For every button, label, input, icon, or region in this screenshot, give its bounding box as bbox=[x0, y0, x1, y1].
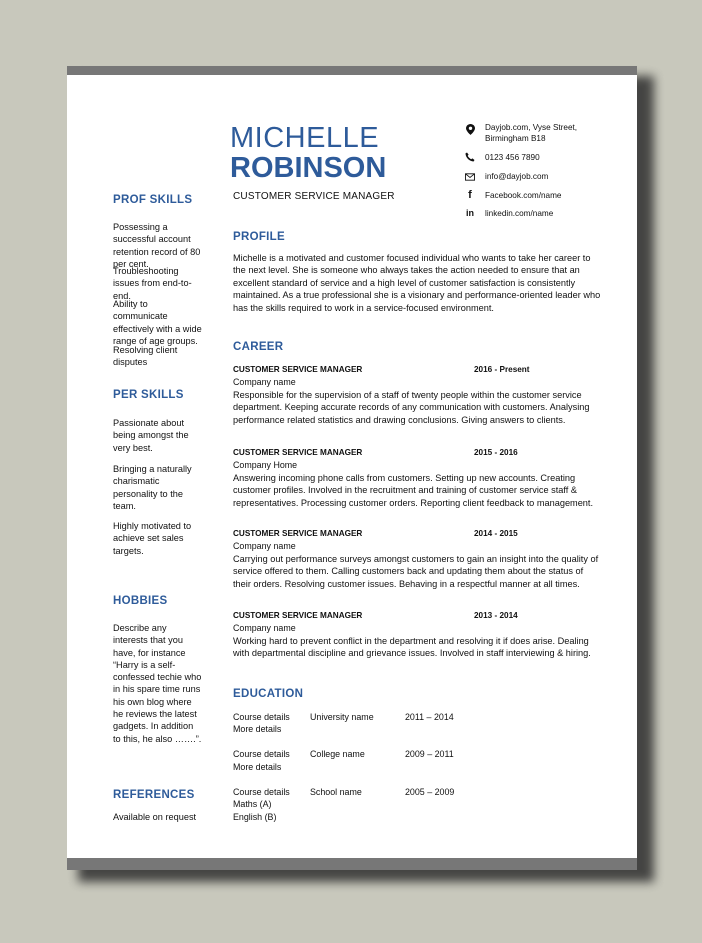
per-skill-item: Highly motivated to achieve set sales targets. bbox=[113, 521, 192, 556]
edu-extra: More details bbox=[233, 724, 282, 734]
profile-text: Michelle is a motivated and customer focused individual who wants to take her career to the next level. She is someone who always takes the action needed to ensure that an excellent standard of service and a high level of customer satisfaction is consistently maintained. As a true professional she is a visionary and performance-oriented leader who has the skills required to work in a service-focused environment. bbox=[233, 253, 601, 313]
prof-skill-item: Resolving client disputes bbox=[113, 345, 178, 368]
edu-years: 2009 – 2011 bbox=[405, 749, 454, 759]
job-title: CUSTOMER SERVICE MANAGER bbox=[233, 191, 395, 202]
edu-course: Course details bbox=[233, 749, 290, 759]
contact-phone: 0123 456 7890 bbox=[485, 153, 540, 162]
prof-skill-item: Ability to communicate effectively with a wide range of age groups. bbox=[113, 299, 202, 346]
edu-course: Course details bbox=[233, 787, 290, 797]
edu-school: University name bbox=[310, 712, 374, 722]
contact-address-line1: Dayjob.com, Vyse Street, bbox=[485, 123, 578, 132]
job-company: Company name bbox=[233, 541, 296, 551]
edu-school: School name bbox=[310, 787, 362, 797]
job-title-entry: CUSTOMER SERVICE MANAGER bbox=[233, 365, 363, 374]
edu-years: 2011 – 2014 bbox=[405, 712, 454, 722]
education-heading: EDUCATION bbox=[233, 688, 304, 700]
edu-extra: More details bbox=[233, 762, 282, 772]
references-text: Available on request bbox=[113, 812, 197, 822]
job-description: Working hard to prevent conflict in the department and resolving it if does arise. Dealing with departmental discipline and grievance issues. Involved in staff interviewing & hiring. bbox=[233, 636, 591, 659]
job-years: 2014 - 2015 bbox=[474, 529, 518, 538]
edu-extra: English (B) bbox=[233, 812, 277, 822]
contact-linkedin[interactable]: linkedin.com/name bbox=[485, 209, 554, 218]
prof-skills-heading: PROF SKILLS bbox=[113, 194, 193, 206]
job-title-entry: CUSTOMER SERVICE MANAGER bbox=[233, 529, 363, 538]
first-name: MICHELLE bbox=[230, 122, 380, 154]
contact-email[interactable]: info@dayjob.com bbox=[485, 172, 549, 181]
job-years: 2013 - 2014 bbox=[474, 611, 518, 620]
last-name: ROBINSON bbox=[230, 152, 387, 184]
prof-skill-item: Possessing a successful account retention record of 80 per cent. bbox=[113, 222, 201, 269]
hobbies-heading: HOBBIES bbox=[113, 595, 168, 607]
contact-address-line2: Birmingham B18 bbox=[485, 134, 546, 143]
top-band bbox=[67, 66, 637, 75]
job-title-entry: CUSTOMER SERVICE MANAGER bbox=[233, 611, 363, 620]
edu-school: College name bbox=[310, 749, 365, 759]
profile-heading: PROFILE bbox=[233, 231, 285, 243]
job-description: Answering incoming phone calls from customers. Setting up new accounts. Creating customer profiles. Involved in the recruitment and training of customer service staff & representatives. Processing customer orders. Reporting client feedback to management. bbox=[233, 473, 594, 508]
facebook-icon: f bbox=[468, 189, 472, 201]
job-company: Company name bbox=[233, 377, 296, 387]
job-years: 2015 - 2016 bbox=[474, 448, 518, 457]
prof-skill-item: Troubleshooting issues from end-to-end. bbox=[113, 266, 192, 301]
job-description: Responsible for the supervision of a staff of twenty people within the customer service department. Keeping accurate records of any communication with customers. Analysing performance related statistics and drawing conclusions. Giving answers to clients. bbox=[233, 390, 590, 425]
job-title-entry: CUSTOMER SERVICE MANAGER bbox=[233, 448, 363, 457]
per-skill-item: Bringing a naturally charismatic personality to the team. bbox=[113, 464, 192, 511]
job-company: Company Home bbox=[233, 460, 298, 470]
job-description: Carrying out performance surveys amongst customers to gain an insight into the quality of service offered to them. Calling customers back and updating them about the status of their orders. Resolving customer issues. Behaving in a respectful manner at all times. bbox=[233, 554, 599, 589]
job-company: Company name bbox=[233, 623, 296, 633]
linkedin-icon: in bbox=[466, 208, 474, 218]
career-heading: CAREER bbox=[233, 341, 284, 353]
resume-page bbox=[67, 66, 637, 870]
bottom-band bbox=[67, 858, 637, 870]
edu-course: Course details bbox=[233, 712, 290, 722]
edu-years: 2005 – 2009 bbox=[405, 787, 455, 797]
per-skill-item: Passionate about being amongst the very best. bbox=[113, 418, 189, 453]
phone-icon bbox=[465, 152, 475, 162]
job-years: 2016 - Present bbox=[474, 365, 530, 374]
email-icon bbox=[465, 172, 475, 182]
location-icon bbox=[465, 124, 475, 134]
edu-extra: Maths (A) bbox=[233, 799, 272, 809]
references-heading: REFERENCES bbox=[113, 789, 195, 801]
per-skills-heading: PER SKILLS bbox=[113, 389, 184, 401]
contact-facebook[interactable]: Facebook.com/name bbox=[485, 191, 562, 200]
hobbies-text: Describe any interests that you have, for instance “Harry is a self-confessed techie who in his spare time runs his own blog where he reviews the latest gadgets. In addition to this, he also …….”. bbox=[113, 623, 202, 744]
